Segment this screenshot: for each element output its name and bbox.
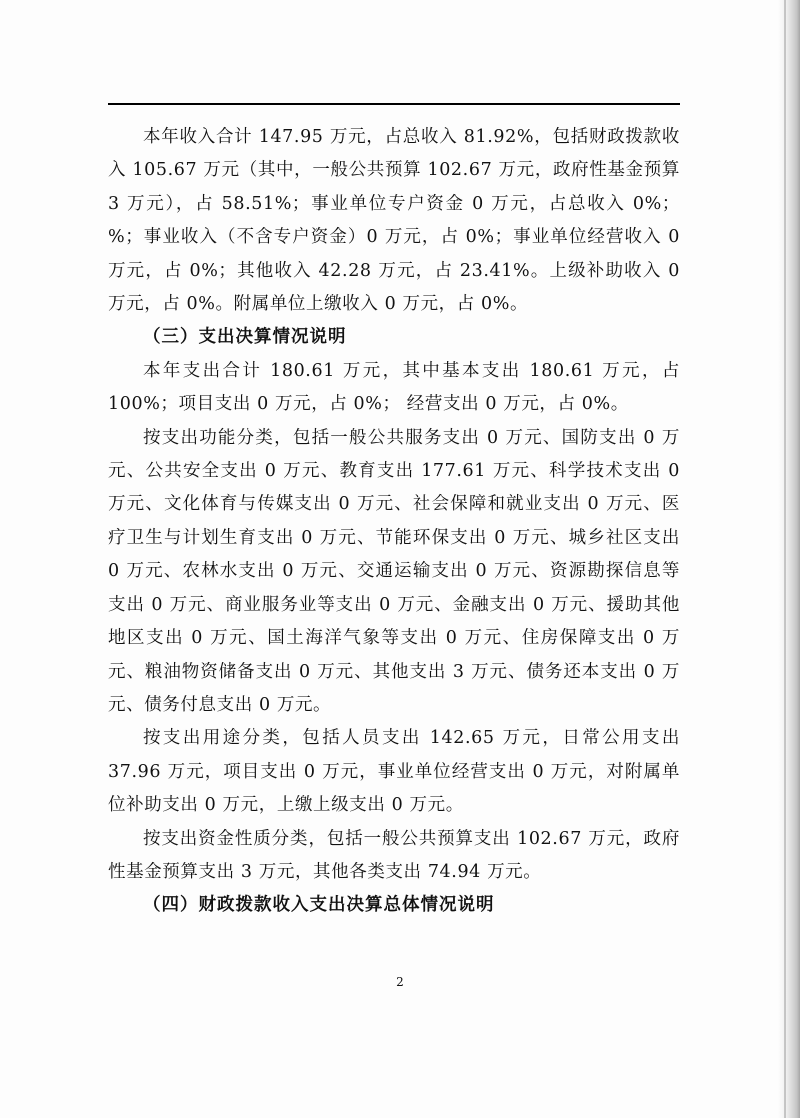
scan-edge-line xyxy=(784,0,786,1118)
expenditure-by-fund-paragraph: 按支出资金性质分类，包括一般公共预算支出 102.67 万元，政府性基金预算支出 3 万元，其他各类支出 74.94 万元。 xyxy=(108,828,680,882)
expenditure-by-function-paragraph: 按支出功能分类，包括一般公共服务支出 0 万元、国防支出 0 万元、公共安全支出 0 万元、教育支出 177.61 万元、科学技术支出 0 万元、文化体育与传媒支出 0 万元、社会保障和就业支出 0 万元、医疗卫生与计划生育支出 0 万元、节能环保支出 0 万元、城乡社区支出 0 万元、农林水支出 0 万元、交通运输支出 0 万元、资源勘探信息等支出 0 万元、商业服务业等支出 0 万元、金融支出 0 万元、援助其他地区支出 0 万元、国土海洋气象等支出 0 万元、住房保障支出 0 万元、粮油物资储备支出 0 万元、其他支出 3 万元、债务还本支出 0 万元、债务付息支出 0 万元。 xyxy=(108,427,680,715)
header-rule xyxy=(108,103,680,105)
document-body xyxy=(108,121,680,923)
section-heading-expenditure: （三）支出决算情况说明 xyxy=(143,327,347,348)
section-heading-fiscal-allocation: （四）财政拨款收入支出决算总体情况说明 xyxy=(143,895,495,916)
scan-edge-shadow xyxy=(778,0,800,1118)
expenditure-by-use-paragraph: 按支出用途分类，包括人员支出 142.65 万元，日常公用支出 37.96 万元，项目支出 0 万元，事业单位经营支出 0 万元，对附属单位补助支出 0 万元，上缴上级支出 0 万元。 xyxy=(108,728,680,816)
expenditure-total-paragraph: 本年支出合计 180.61 万元，其中基本支出 180.61 万元，占 100%；项目支出 0 万元，占 0%； 经营支出 0 万元，占 0%。 xyxy=(108,360,680,415)
income-summary-paragraph: 本年收入合计 147.95 万元，占总收入 81.92%，包括财政拨款收入 105.67 万元（其中，一般公共预算 102.67 万元，政府性基金预算 3 万元），占 58.51%；事业单位专户资金 0 万元，占总收入 0%；%；事业收入（不含专户资金）0 万元，占 0%；事业单位经营收入 0 万元，占 0%；其他收入 42.28 万元，占 23.41%。上级补助收入 0 万元，占 0%。附属单位上缴收入 0 万元，占 0%。 xyxy=(108,127,680,315)
page-number: 2 xyxy=(396,975,404,989)
